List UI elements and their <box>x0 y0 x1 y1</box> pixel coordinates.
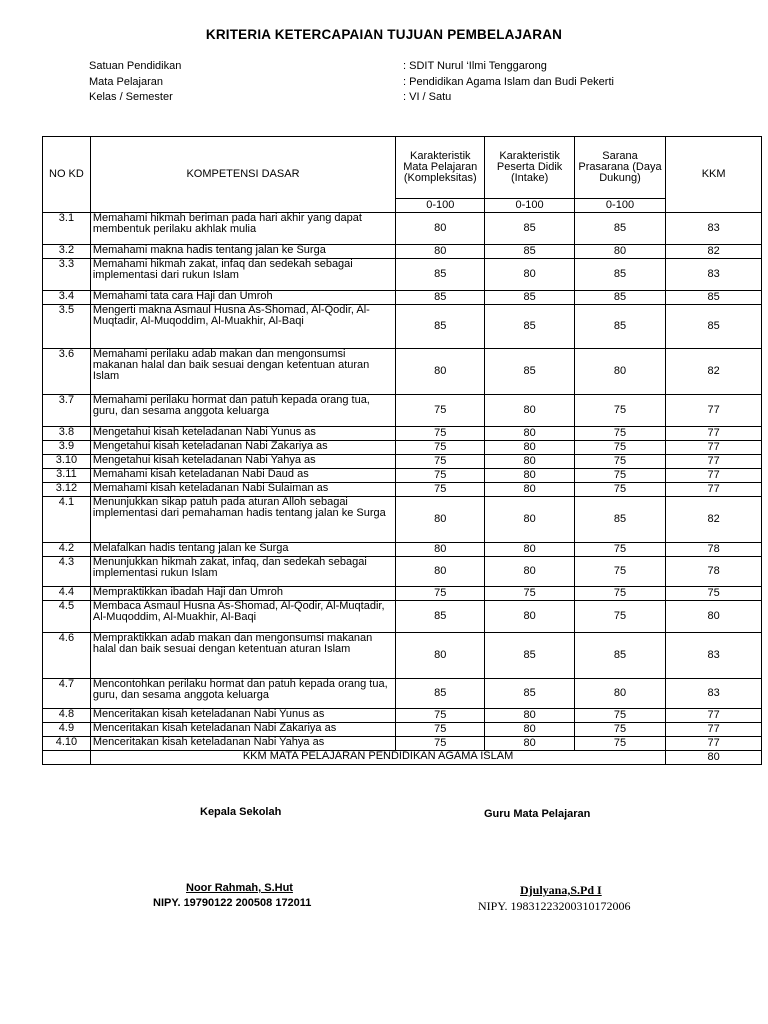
kompleksitas-cell: 80 <box>396 497 485 543</box>
intake-cell: 80 <box>485 543 574 557</box>
daya-dukung-cell: 75 <box>574 587 665 601</box>
no-kd-cell: 3.9 <box>43 441 91 455</box>
kompleksitas-cell: 75 <box>396 587 485 601</box>
meta-value: : SDIT Nurul ‘Ilmi Tenggarong <box>403 60 547 72</box>
no-kd-cell: 3.6 <box>43 349 91 395</box>
table-row <box>43 291 762 305</box>
kompetensi-cell: Memahami kisah keteladanan Nabi Sulaiman as <box>90 483 395 497</box>
meta-row-kelas <box>89 91 709 107</box>
kompetensi-cell: Mempraktikkan ibadah Haji dan Umroh <box>90 587 395 601</box>
table-row <box>43 483 762 497</box>
intake-cell: 80 <box>485 441 574 455</box>
intake-cell: 80 <box>485 427 574 441</box>
table-row <box>43 633 762 679</box>
signature-right-title: Guru Mata Pelajaran <box>484 808 591 820</box>
footer-empty-cell <box>43 751 91 765</box>
daya-dukung-cell: 80 <box>574 679 665 709</box>
kompetensi-cell: Mengetahui kisah keteladanan Nabi Yahya as <box>90 455 395 469</box>
kompleksitas-cell: 85 <box>396 679 485 709</box>
table-row <box>43 737 762 751</box>
kkm-cell: 85 <box>666 291 762 305</box>
signature-left-title: Kepala Sekolah <box>200 806 282 818</box>
kkm-cell: 78 <box>666 543 762 557</box>
document-title: KRITERIA KETERCAPAIAN TUJUAN PEMBELAJARAN <box>205 27 563 42</box>
kkm-cell: 78 <box>666 557 762 587</box>
no-kd-cell: 4.7 <box>43 679 91 709</box>
kompleksitas-cell: 80 <box>396 213 485 245</box>
intake-cell: 85 <box>485 213 574 245</box>
header-kompleksitas: Karakteristik Mata Pelajaran (Kompleksitas) <box>396 137 485 199</box>
kkm-cell: 77 <box>666 483 762 497</box>
no-kd-cell: 4.4 <box>43 587 91 601</box>
intake-cell: 85 <box>485 305 574 349</box>
table-row <box>43 349 762 395</box>
intake-cell: 80 <box>485 259 574 291</box>
no-kd-cell: 3.8 <box>43 427 91 441</box>
no-kd-cell: 3.11 <box>43 469 91 483</box>
intake-cell: 80 <box>485 709 574 723</box>
signature-left-name: Noor Rahmah, S.Hut <box>186 882 293 894</box>
no-kd-cell: 4.6 <box>43 633 91 679</box>
table-row <box>43 497 762 543</box>
daya-dukung-cell: 75 <box>574 483 665 497</box>
no-kd-cell: 4.5 <box>43 601 91 633</box>
kompleksitas-cell: 75 <box>396 469 485 483</box>
kkm-cell: 82 <box>666 497 762 543</box>
table-row <box>43 395 762 427</box>
daya-dukung-cell: 75 <box>574 455 665 469</box>
daya-dukung-cell: 75 <box>574 557 665 587</box>
intake-cell: 85 <box>485 679 574 709</box>
kkm-cell: 80 <box>666 601 762 633</box>
meta-row-mapel <box>89 76 709 92</box>
daya-dukung-cell: 75 <box>574 737 665 751</box>
footer-label: KKM MATA PELAJARAN PENDIDIKAN AGAMA ISLAM <box>90 751 665 765</box>
kkm-cell: 82 <box>666 245 762 259</box>
kkm-cell: 77 <box>666 441 762 455</box>
no-kd-cell: 4.8 <box>43 709 91 723</box>
intake-cell: 80 <box>485 601 574 633</box>
kkm-cell: 77 <box>666 709 762 723</box>
range-cell: 0-100 <box>574 199 665 213</box>
table-row <box>43 427 762 441</box>
table-row <box>43 469 762 483</box>
intake-cell: 80 <box>485 469 574 483</box>
table-row <box>43 587 762 601</box>
no-kd-cell: 3.2 <box>43 245 91 259</box>
kompleksitas-cell: 85 <box>396 601 485 633</box>
kompleksitas-cell: 75 <box>396 723 485 737</box>
kompetensi-cell: Memahami hikmah beriman pada hari akhir yang dapat membentuk perilaku akhlak mulia <box>90 213 395 245</box>
meta-label: Satuan Pendidikan <box>89 60 182 72</box>
kkm-cell: 77 <box>666 723 762 737</box>
kompetensi-cell: Mengerti makna Asmaul Husna As-Shomad, Al-Qodir, Al-Muqtadir, Al-Muqoddim, Al-Muakhir, Al-Baqi <box>90 305 395 349</box>
table-row <box>43 441 762 455</box>
table-row <box>43 601 762 633</box>
kompetensi-cell: Menunjukkan hikmah zakat, infaq, dan sedekah sebagai implementasi rukun Islam <box>90 557 395 587</box>
daya-dukung-cell: 80 <box>574 245 665 259</box>
no-kd-cell: 4.10 <box>43 737 91 751</box>
range-cell: 0-100 <box>396 199 485 213</box>
intake-cell: 80 <box>485 497 574 543</box>
header-kompetensi: KOMPETENSI DASAR <box>90 137 395 213</box>
daya-dukung-cell: 85 <box>574 259 665 291</box>
kkm-cell: 83 <box>666 679 762 709</box>
kompetensi-cell: Memahami makna hadis tentang jalan ke Surga <box>90 245 395 259</box>
kompleksitas-cell: 75 <box>396 709 485 723</box>
kompetensi-cell: Menceritakan kisah keteladanan Nabi Yahya as <box>90 737 395 751</box>
kkm-cell: 75 <box>666 587 762 601</box>
kkm-cell: 77 <box>666 469 762 483</box>
no-kd-cell: 4.2 <box>43 543 91 557</box>
intake-cell: 80 <box>485 395 574 427</box>
kkm-cell: 83 <box>666 213 762 245</box>
kompleksitas-cell: 75 <box>396 427 485 441</box>
daya-dukung-cell: 85 <box>574 633 665 679</box>
kkm-cell: 77 <box>666 455 762 469</box>
table-row <box>43 245 762 259</box>
intake-cell: 85 <box>485 291 574 305</box>
intake-cell: 85 <box>485 349 574 395</box>
kompetensi-cell: Membaca Asmaul Husna As-Shomad, Al-Qodir, Al-Muqtadir, Al-Muqoddim, Al-Muakhir, Al-Baqi <box>90 601 395 633</box>
kompetensi-cell: Memahami tata cara Haji dan Umroh <box>90 291 395 305</box>
kkm-cell: 83 <box>666 633 762 679</box>
daya-dukung-cell: 75 <box>574 469 665 483</box>
kompleksitas-cell: 75 <box>396 395 485 427</box>
kompetensi-cell: Mencontohkan perilaku hormat dan patuh kepada orang tua, guru, dan sesama anggota keluarga <box>90 679 395 709</box>
kompleksitas-cell: 85 <box>396 259 485 291</box>
kompleksitas-cell: 75 <box>396 737 485 751</box>
no-kd-cell: 3.12 <box>43 483 91 497</box>
intake-cell: 80 <box>485 557 574 587</box>
kompleksitas-cell: 85 <box>396 291 485 305</box>
kompleksitas-cell: 80 <box>396 245 485 259</box>
header-intake: Karakteristik Peserta Didik (Intake) <box>485 137 574 199</box>
table-footer-row <box>43 751 762 765</box>
no-kd-cell: 4.1 <box>43 497 91 543</box>
intake-cell: 75 <box>485 587 574 601</box>
kompetensi-cell: Menunjukkan sikap patuh pada aturan Alloh sebagai implementasi dari pemahaman hadis tentang jalan ke Surga <box>90 497 395 543</box>
kompetensi-cell: Menceritakan kisah keteladanan Nabi Yunus as <box>90 709 395 723</box>
intake-cell: 80 <box>485 455 574 469</box>
header-kkm: KKM <box>666 137 762 213</box>
table-row <box>43 213 762 245</box>
table-row <box>43 455 762 469</box>
table-header-row <box>43 137 762 199</box>
signature-right-name: Djulyana,S.Pd I <box>520 883 602 897</box>
signature-left-nip: NIPY. 19790122 200508 172011 <box>153 897 312 909</box>
kkm-cell: 85 <box>666 305 762 349</box>
no-kd-cell: 3.3 <box>43 259 91 291</box>
kkm-table <box>42 136 762 765</box>
no-kd-cell: 3.10 <box>43 455 91 469</box>
document-meta <box>89 60 709 107</box>
intake-cell: 80 <box>485 483 574 497</box>
kompleksitas-cell: 80 <box>396 543 485 557</box>
table-row <box>43 543 762 557</box>
daya-dukung-cell: 75 <box>574 427 665 441</box>
kompleksitas-cell: 75 <box>396 441 485 455</box>
no-kd-cell: 3.1 <box>43 213 91 245</box>
daya-dukung-cell: 75 <box>574 441 665 455</box>
table-row <box>43 557 762 587</box>
kkm-cell: 77 <box>666 737 762 751</box>
no-kd-cell: 3.5 <box>43 305 91 349</box>
no-kd-cell: 4.9 <box>43 723 91 737</box>
daya-dukung-cell: 75 <box>574 723 665 737</box>
daya-dukung-cell: 85 <box>574 305 665 349</box>
table-row <box>43 259 762 291</box>
daya-dukung-cell: 85 <box>574 291 665 305</box>
header-daya-dukung: Sarana Prasarana (Daya Dukung) <box>574 137 665 199</box>
daya-dukung-cell: 75 <box>574 709 665 723</box>
kompetensi-cell: Memahami kisah keteladanan Nabi Daud as <box>90 469 395 483</box>
kompetensi-cell: Memahami perilaku adab makan dan mengonsumsi makanan halal dan baik sesuai dengan ketentuan aturan Islam <box>90 349 395 395</box>
kkm-cell: 77 <box>666 395 762 427</box>
meta-value: : VI / Satu <box>403 91 452 103</box>
header-no-kd: NO KD <box>43 137 91 213</box>
range-cell: 0-100 <box>485 199 574 213</box>
kompetensi-cell: Menceritakan kisah keteladanan Nabi Zakariya as <box>90 723 395 737</box>
meta-row-satuan <box>89 60 709 76</box>
no-kd-cell: 3.4 <box>43 291 91 305</box>
kompleksitas-cell: 75 <box>396 483 485 497</box>
footer-kkm-value: 80 <box>666 751 762 765</box>
meta-value: : Pendidikan Agama Islam dan Budi Pekerti <box>403 75 614 88</box>
kompetensi-cell: Mengetahui kisah keteladanan Nabi Yunus as <box>90 427 395 441</box>
table-row <box>43 679 762 709</box>
kompleksitas-cell: 80 <box>396 633 485 679</box>
table-row <box>43 723 762 737</box>
daya-dukung-cell: 75 <box>574 543 665 557</box>
intake-cell: 85 <box>485 245 574 259</box>
kkm-cell: 83 <box>666 259 762 291</box>
kkm-cell: 82 <box>666 349 762 395</box>
kompetensi-cell: Melafalkan hadis tentang jalan ke Surga <box>90 543 395 557</box>
intake-cell: 80 <box>485 737 574 751</box>
daya-dukung-cell: 80 <box>574 349 665 395</box>
table-row <box>43 305 762 349</box>
no-kd-cell: 3.7 <box>43 395 91 427</box>
kompleksitas-cell: 80 <box>396 349 485 395</box>
daya-dukung-cell: 85 <box>574 213 665 245</box>
table-row <box>43 709 762 723</box>
kompetensi-cell: Mengetahui kisah keteladanan Nabi Zakariya as <box>90 441 395 455</box>
kompleksitas-cell: 75 <box>396 455 485 469</box>
kompleksitas-cell: 85 <box>396 305 485 349</box>
kompetensi-cell: Memahami hikmah zakat, infaq dan sedekah sebagai implementasi dari rukun Islam <box>90 259 395 291</box>
intake-cell: 85 <box>485 633 574 679</box>
meta-label: Kelas / Semester <box>89 91 173 103</box>
intake-cell: 80 <box>485 723 574 737</box>
daya-dukung-cell: 75 <box>574 601 665 633</box>
no-kd-cell: 4.3 <box>43 557 91 587</box>
daya-dukung-cell: 85 <box>574 497 665 543</box>
meta-label: Mata Pelajaran <box>89 75 163 88</box>
daya-dukung-cell: 75 <box>574 395 665 427</box>
signature-right-nip: NIPY. 19831223200310172006 <box>478 899 631 913</box>
kkm-cell: 77 <box>666 427 762 441</box>
kompetensi-cell: Mempraktikkan adab makan dan mengonsumsi makanan halal dan baik sesuai dengan ketentuan aturan Islam <box>90 633 395 679</box>
kompleksitas-cell: 80 <box>396 557 485 587</box>
kompetensi-cell: Memahami perilaku hormat dan patuh kepada orang tua, guru, dan sesama anggota keluarga <box>90 395 395 427</box>
